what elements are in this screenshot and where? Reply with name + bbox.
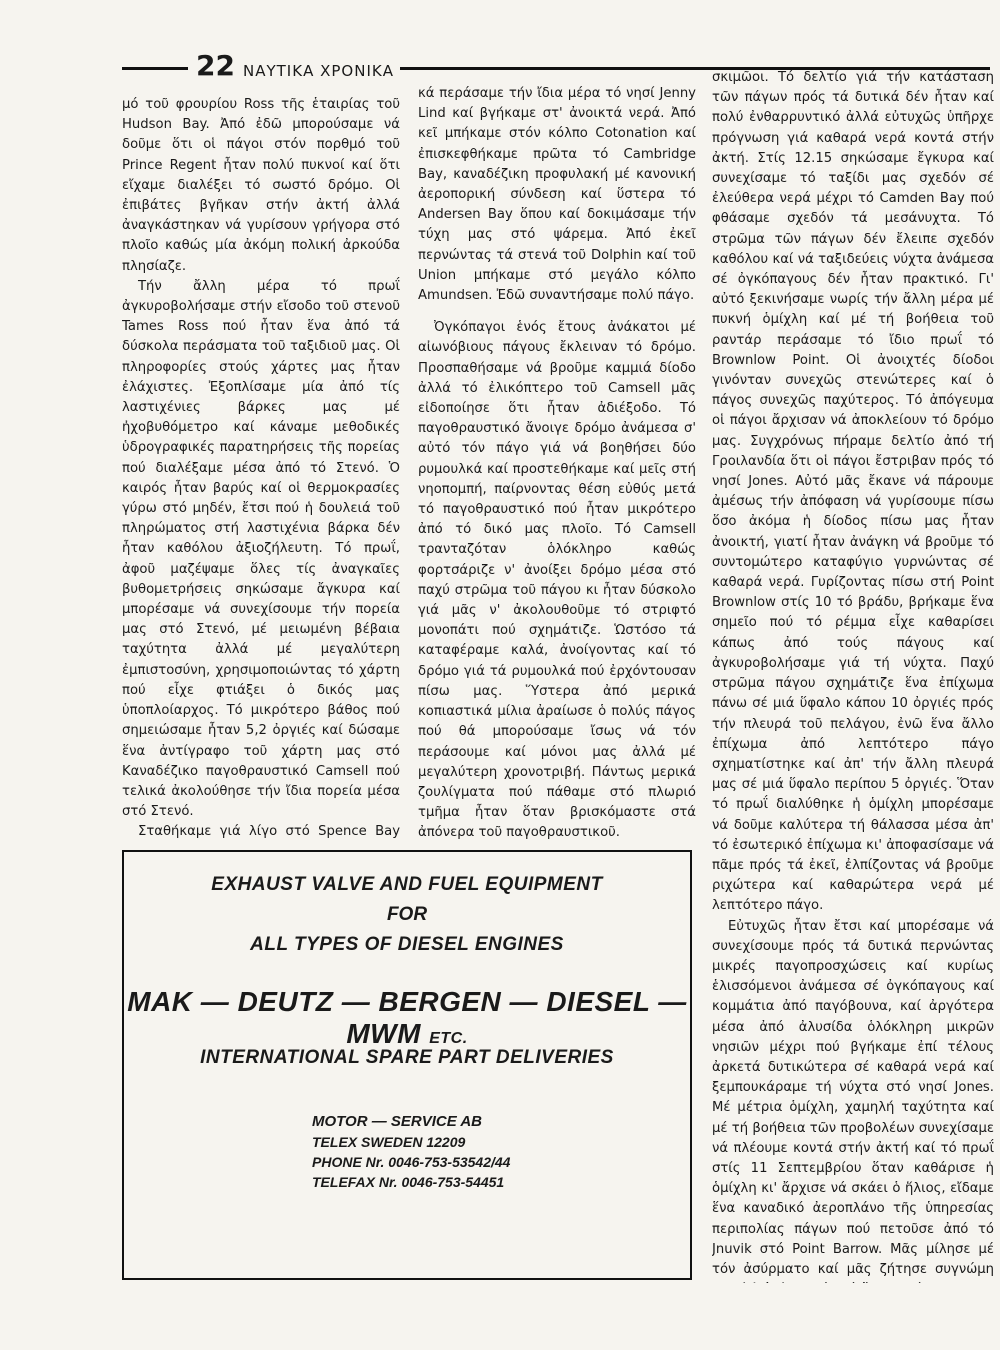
paragraph: Σταθήκαμε γιά λίγο στό Spence Bay bbox=[138, 824, 400, 840]
ad-phone: PHONE Nr. 0046-753-53542/44 bbox=[312, 1154, 511, 1170]
paragraph: Εὐτυχῶς ἦταν ἔτσι καί μπορέσαμε νά συνεχίσουμε πρός τά δυτικά περνώντας μικρές παγοπροσχώσεις καί κυρίως ἑλισσόμενοι ἀνάμεσα σέ ὀγκόπαγους καί κομμάτια ἀπό παγόβουνα, καί ἀργότερα μέσα ἀπό ἀλυσίδα ὁλόκληρη μικρῶν νησιῶν μέχρι πού βγήκαμε ἐπί τέλους ἀρκετά δυτικώτερα σέ καθαρά νερά καί ξεμπουκάραμε τή νύχτα στό νησί Jones. Μέ μέτρια ὁμίχλη, χαμηλή ταχύτητα καί μέ τή βοήθεια τῶν προβολέων συνεχίσαμε νά πλέουμε κοντά στήν ἀκτή καί τό πρωΐ στίς 11 Σεπτεμβρίου ὅταν καθάρισε ἡ ὁμίχλη κι' ἄρχισε νά σκάει ὁ ἥλιος, εἴδαμε ἕνα καναδικό ἀεροπλάνο τῆς ὑπηρεσίας περιπολίας πάγων πού πετοῦσε ἀπό τό Jnuvik στό Point Barrow. Μᾶς μίλησε μέ τόν ἀσύρματο καί μᾶς ζήτησε συγνώμη bbox=[712, 918, 994, 1277]
ad-subheadline: ALL TYPES OF DIESEL ENGINES bbox=[250, 934, 564, 955]
page-number: 22 bbox=[196, 49, 235, 82]
article-column-2 bbox=[418, 84, 696, 840]
paragraph: Τήν ἄλλη μέρα τό πρωΐ ἀγκυροβολήσαμε στήν εἴσοδο τοῦ στενοῦ Tames Ross πού ἦταν ἕνα ἀπό τά δύσκολα περάσματα τοῦ ταξιδιοῦ μας. Οἱ πληροφορίες στούς χάρτες μας ἦταν ἐλάχιστες. Ἐξοπλίσαμε μία ἀπό τίς λαστιχένιες βάρκες μας μέ ἠχοβυθόμετρο καί κάναμε μεθοδικές ὑδρογραφικές παρατηρήσεις τῆς πορείας πού διαλέξαμε μέσα ἀπό τό Στενό. Ὁ καιρός ἦταν βαρύς καί οἱ θερμοκρασίες γύρω στό μηδέν, ἔτσι πού ἡ δουλειά τοῦ πληρώματος στή λαστιχένια βάρκα δέν ἦταν καθόλου ἀξιοζήλευτη. Τό πρωΐ, ἀφοῦ μαζέψαμε ὅλες τίς ἀναγκαῖες βυθομετρήσεις σηκώσαμε ἄγκυρα καί μπορέσαμε νά συνεχίσουμε τήν πορεία μας στό Στενό, μέ μειωμένη βέβαια ταχύτητα ἀλλά μέ μεγαλύτερη ἐμπιστοσύνη, χρησιμοποιώντας τό χάρτη πού εἶχε φτιάξει ὁ δικός μας ὑποπλοίαρχος. Τό μικρότερο βάθος πού σημειώσαμε ἦταν 5,2 ὀργιές καί δώσαμε ἕνα ἀντίγραφο τοῦ χάρτη μας στό Καναδέζικο παγοθραυστικό Camsell πού τελικά ἀκολούθησε τήν ἴδια πορεία μέσα στό Στενό. bbox=[122, 278, 400, 820]
ad-brands-line bbox=[124, 986, 690, 1050]
article-column-3 bbox=[712, 68, 994, 1283]
ad-telefax: TELEFAX Nr. 0046-753-54451 bbox=[312, 1174, 505, 1190]
paragraph: κά περάσαμε τήν ἴδια μέρα τό νησί Jenny Lind καί βγήκαμε στ' ἀνοικτά νερά. Ἀπό κεῖ μπήκαμε στόν κόλπο Cotonation καί ἐπισκεφθήκαμε πρῶτα τό Cambridge Bay, καναδέζικη προφυλακή μέ κανονική ἀεροπορική σύνδεση καί ὕστερα τό Andersen Bay ὅπου καί δοκιμάσαμε τήν τύχη μας στό ψάρεμα. Ἀπό ἐκεῖ περνώντας τά στενά τοῦ Dolphin καί τοῦ Union μπήκαμε στό μεγάλο κόλπο Amundsen. Ἐδῶ συναντήσαμε πολύ πάγο. bbox=[418, 86, 696, 304]
paragraph: Ὀγκόπαγοι ἑνός ἔτους ἀνάκατοι μέ αἰωνόβιους πάγους ἔκλειναν τό δρόμο. Προσπαθήσαμε νά βροῦμε καμμιά δίοδο ἀλλά τό ἐλικόπτερο τοῦ Camsell μᾶς εἰδοποίησε ὅτι ἦταν ἀδιέξοδο. Τό παγοθραυστικό ἄνοιγε δρόμο ἀνάμεσα σ' αὐτό τόν πάγο γιά νά βοηθήσει δύο ρυμουλκά καί προστεθήκαμε καί μεῖς στή νηοπομπή, παίρνοντας θέση εὐθύς μετά τό παγοθραυστικό πού ἦταν μικρότερο ἀπό τό δικό μας πλοῖο. Τό Camsell τρανταζόταν ὁλόκληρο καθώς φορτσάριζε ν' ἀνοίξει δρόμο μέσα στό παχύ στρῶμα τοῦ πάγου κι ἦταν δύσκολο γιά μᾶς ν' ἀκολουθοῦμε τό στριφτό μονοπάτι πού σχημάτιζε. Ὡστόσο τά καταφέραμε καλά, ἀνοίγοντας καί τό δρόμο γιά τά ρυμουλκά πού ἐρχόντουσαν πίσω μας. Ὕστερα ἀπό μερικά κοπιαστικά μίλια ἀραίωσε ὁ πολύς πάγος πού θά μπορούσαμε ἴσως νά τόν περάσουμε καί μόνοι μας ἀλλά μέ μεγαλύτερη χρονοτριβή. Πάντως μερικά ζουλίγματα πού πάθαμε στό πλωριό τμῆμα ἦταν ὅταν βρισκόμαστε στά ἀπόνερα τοῦ παγοθραυστικοῦ. bbox=[418, 320, 696, 840]
ad-brands: MAK — DEUTZ — BERGEN — DIESEL — MWM bbox=[127, 986, 687, 1049]
publication-title: ΝΑΥΤΙΚΑ ΧΡΟΝΙΚΑ bbox=[243, 62, 394, 80]
ad-telex: TELEX SWEDEN 12209 bbox=[312, 1134, 466, 1150]
advertisement-box bbox=[122, 850, 692, 1280]
paragraph: μό τοῦ φρουρίου Ross τῆς ἑταιρίας τοῦ Hudson Bay. Ἀπό ἐδῶ μπορούσαμε νά δοῦμε ὅτι οἱ πάγοι στόν πορθμό τοῦ Prince Regent ἦταν πολύ πυκνοί καί ὅτι εἴχαμε διαλέξει τό σωστό δρόμο. Οἱ ἐπιβάτες βγῆκαν στήν ἀκτή ἀλλά ἀναγκάστηκαν νά γυρίσουν γρήγορα στό πλοῖο καθώς μία ἀκόμη πολική ἀρκούδα πλησίαζε. bbox=[122, 97, 400, 274]
header-rule-left bbox=[122, 67, 188, 70]
ad-headline: EXHAUST VALVE AND FUEL EQUIPMENT bbox=[211, 874, 603, 895]
ad-contact-block bbox=[312, 1112, 510, 1192]
ad-brands-etc: ETC. bbox=[429, 1030, 468, 1047]
ad-deliveries: INTERNATIONAL SPARE PART DELIVERIES bbox=[200, 1047, 614, 1068]
paragraph: σκιμῶοι. Τό δελτίο γιά τήν κατάσταση τῶν πάγων πρός τά δυτικά δέν ἦταν καί πολύ ἐνθαρρυντικό ἀλλά εὐτυχῶς ὑπῆρχε πρόγνωση γιά καθαρά νερά κοντά στήν ἀκτή. Στίς 12.15 σηκώσαμε ἔγκυρα καί συνεχίσαμε τό ταξίδι μας σχεδόν σέ ἐλεύθερα νερά μέχρι τό Camden Bay πού φθάσαμε σχεδόν τά μεσάνυχτα. Τό στρῶμα τῶν πάγων δέν ἔλειπε σχεδόν καθόλου καί νά ταξιδεύεις νύχτα ἀνάμεσα σέ ὀγκόπαγους δέν ἦταν πρακτικό. Γι' αὐτό ξεκινήσαμε νωρίς τήν ἄλλη μέρα μέ πυκνή ὁμίχλη καί μέ τή βοήθεια τοῦ ραντάρ περάσαμε τό ἴδιο πρωΐ τό Brownlow Point. Οἱ ἀνοιχτές δίοδοι γινόνταν συνεχῶς στενώτερες καί ὁ πάγος συνεχῶς παχύτερος. Τό ἀπόγευμα οἱ πάγοι ἄρχισαν νά ἀποκλείουν τό δρόμο μας. Συγχρόνως πήραμε δελτίο ἀπό τή Γροιλανδία ὅτι οἱ πάγοι ἔστριβαν πρός τό νησί Jones. Αὐτό μᾶς ἔκανε νά πάρουμε ἀμέσως τήν ἀπόφαση νά γυρίσουμε πίσω ὅσο ἀκόμα ἡ δίοδος πίσω μας ἦταν ἀνοικτή, γιατί ἦταν ἀνάγκη νά βροῦμε τό συντομώτερο καταφύγιο γυρνώντας σέ καθαρά νερά. Γυρίζοντας πίσω στή Point Brownlow στίς 10 τό βράδυ, βρήκαμε ἕνα σημεῖο πού τό ρέμμα εἶχε καθαρίσει κάπως ἀπό τούς πάγους καί ἀγκυροβολήσαμε γιά τή νύχτα. Παχύ στρῶμα πάγου σχημάτιζε ἕνα ἐπίχωμα πάνω σέ μιά ὕφαλο κάπου 10 ὀργιές πρός τήν πλευρά τοῦ πελάγου, ἐνῶ ἕνα ἄλλο ἐπίχωμα ἀπό λεπτότερο πάγο σχηματίστηκε καί ἀπ' τήν ἄλλη πλευρά μας σέ μιά ὕφαλο περίπου 5 ὀργιές. Ὅταν τό πρωΐ διαλύθηκε ἡ ὁμίχλη μπορέσαμε νά δοῦμε καλύτερα τή θάλασσα μέσα ἀπ' τό ἐσωτερικό ἐπίχωμα κι' ἀποφασίσαμε νά πᾶμε πρός τά ἐκεῖ, ἐλπίζοντας νά βροῦμε ριχώτερα καί καθαρώτερα νερά μέ λεπτότερο πάγο. bbox=[712, 70, 994, 914]
ad-company: MOTOR — SERVICE AB bbox=[312, 1113, 483, 1130]
article-column-1 bbox=[122, 95, 400, 840]
ad-subheadline-for: FOR bbox=[386, 904, 428, 925]
